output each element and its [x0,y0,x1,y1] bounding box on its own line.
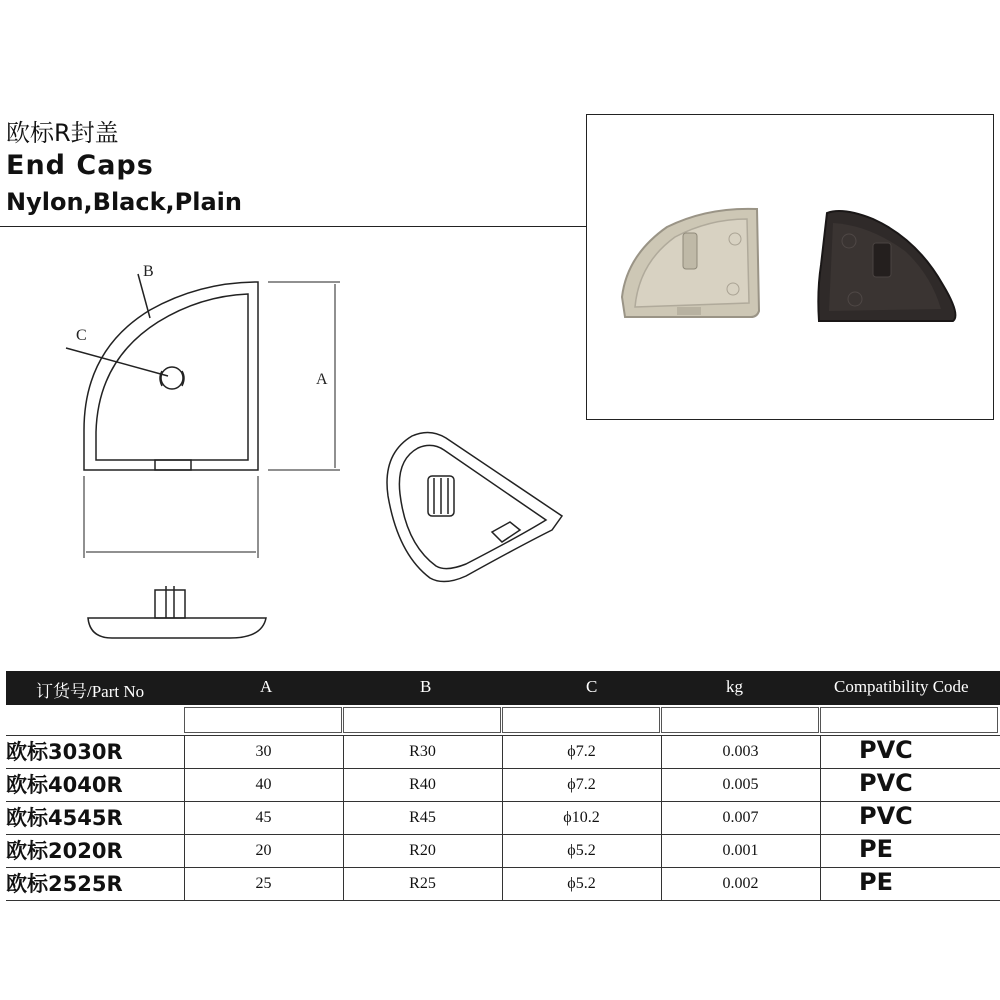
value-a: 45 [184,802,342,834]
value-b: R30 [343,736,501,768]
part-number: 欧标4040R [6,773,123,797]
part-number: 欧标2525R [6,872,123,896]
cap-front-tab [155,460,191,470]
cap-side-view [88,618,266,638]
header-a: A [260,677,273,696]
blank-row [6,705,1000,736]
value-kg: 0.005 [661,769,819,801]
value-c: ϕ7.2 [502,769,660,801]
header-compatibility: Compatibility Code [834,677,969,696]
compatibility-code: PVC [820,736,998,768]
isometric-tab [492,522,520,542]
compatibility-code: PVC [820,769,998,801]
value-a: 20 [184,835,342,867]
cap-front-outline [84,282,258,470]
value-c: ϕ10.2 [502,802,660,834]
value-kg: 0.002 [661,868,819,900]
table-row [6,769,1000,802]
value-b: R40 [343,769,501,801]
value-a: 25 [184,868,342,900]
value-b: R45 [343,802,501,834]
cap-front-inner [96,294,248,460]
label-c: C [76,327,87,344]
product-photo-image [587,115,992,418]
compatibility-code: PVC [820,802,998,834]
value-kg: 0.007 [661,802,819,834]
value-c: ϕ7.2 [502,736,660,768]
value-a: 30 [184,736,342,768]
part-number: 欧标4545R [6,806,123,830]
table-row [6,835,1000,868]
table-row [6,736,1000,769]
label-b: B [143,263,154,280]
table-row [6,802,1000,835]
leader-b [138,274,150,318]
black-end-cap [818,211,955,321]
value-b: R20 [343,835,501,867]
subtitle: Nylon,Black,Plain [6,188,242,216]
part-number: 欧标2020R [6,839,123,863]
center-hole [161,367,183,389]
side-view-pin [155,590,185,618]
value-kg: 0.003 [661,736,819,768]
label-a: A [316,371,328,388]
value-a: 40 [184,769,342,801]
beige-end-cap [622,209,759,317]
header-rule [0,226,586,227]
value-c: ϕ5.2 [502,868,660,900]
value-b: R25 [343,868,501,900]
product-photo [586,114,994,420]
header-kg: kg [726,677,743,696]
technical-drawing [0,240,586,660]
header-part-no: 订货号/Part No [36,682,145,701]
title-chinese: 欧标R封盖 [6,119,119,147]
spec-table [6,671,1000,901]
part-number: 欧标3030R [6,740,123,764]
compatibility-code: PE [820,868,998,900]
value-c: ϕ5.2 [502,835,660,867]
title-english: End Caps [6,150,154,181]
technical-drawing-svg [0,240,586,660]
header-c: C [586,677,598,696]
table-header [6,671,1000,705]
value-kg: 0.001 [661,835,819,867]
compatibility-code: PE [820,835,998,867]
leader-c [66,348,168,376]
header-b: B [420,677,432,696]
table-row [6,868,1000,901]
